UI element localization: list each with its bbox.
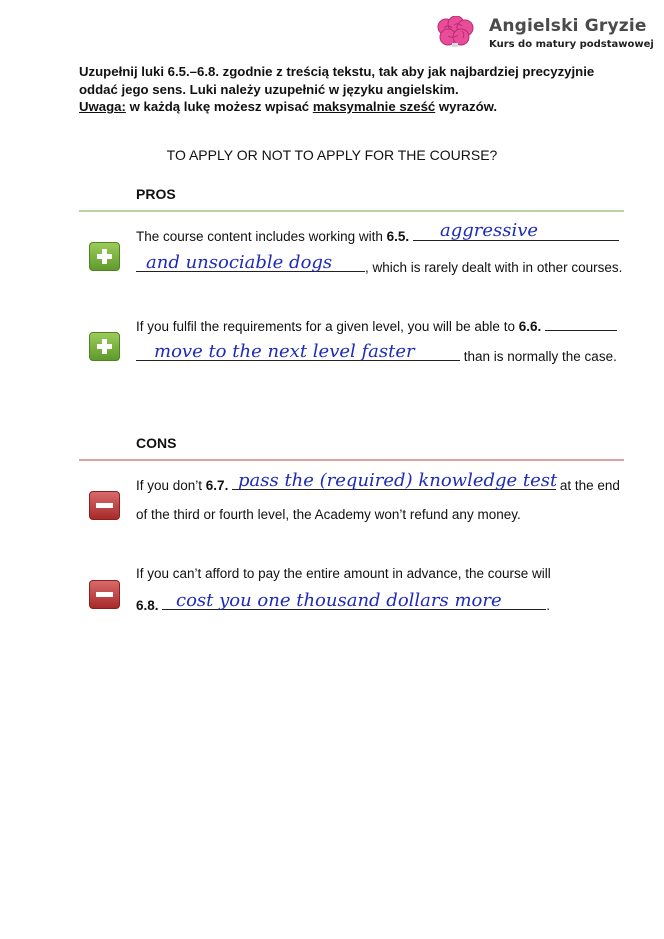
logo-subtitle: Kurs do matury podstawowej [489, 39, 654, 50]
cons-item-1-number: 6.7. [205, 478, 229, 493]
cons-heading: CONS [136, 435, 177, 451]
brain-logo-icon [436, 16, 474, 48]
minus-icon [89, 580, 120, 609]
pros-divider [79, 210, 624, 212]
instruction-note [79, 98, 639, 116]
pros-item-2-line-1 [136, 317, 617, 334]
answer-6-5-part-2: and unsociable dogs [146, 252, 333, 273]
cons-item-1-after: at the end [556, 478, 620, 493]
cons-item-2-number: 6.8. [136, 598, 159, 613]
cons-item-2-line-1: If you can’t afford to pay the entire amount in advance, the course will [136, 566, 551, 581]
instruction-line-2: oddać jego sens. Luki należy uzupełnić w języku angielskim. [79, 81, 459, 97]
pros-item-1-after: , which is rarely dealt with in other courses. [365, 260, 623, 275]
pros-item-1-before: The course content includes working with [136, 229, 387, 244]
page-title: TO APPLY OR NOT TO APPLY FOR THE COURSE? [166, 147, 498, 163]
logo-title: Angielski Gryzie [489, 16, 647, 36]
pros-item-1-line-1 [136, 227, 619, 244]
note-emphasis: maksymalnie sześć [312, 99, 436, 114]
answer-6-7: pass the (required) knowledge test [238, 470, 558, 491]
plus-icon [89, 242, 120, 271]
note-text-a: w każdą lukę możesz wpisać [125, 99, 313, 114]
pros-item-2-number: 6.6. [518, 319, 542, 334]
cons-item-2-after: . [546, 598, 551, 613]
cons-item-1-before: If you don’t [136, 478, 206, 493]
pros-heading: PROS [136, 186, 176, 202]
minus-icon [89, 491, 120, 520]
gap-6-6-line-1[interactable] [545, 317, 617, 331]
note-text-b: wyrazów. [435, 99, 498, 114]
task-instructions [79, 63, 639, 116]
pros-item-2-before: If you fulfil the requirements for a given level, you will be able to [136, 319, 519, 334]
pros-item-1-number: 6.5. [386, 229, 410, 244]
pros-item-2-after: than is normally the case. [460, 349, 617, 364]
note-label: Uwaga: [79, 99, 126, 114]
cons-divider [79, 459, 624, 461]
answer-6-6: move to the next level faster [154, 341, 415, 362]
plus-icon [89, 332, 120, 361]
answer-6-5-part-1: aggressive [440, 220, 539, 241]
instruction-line-1: Uzupełnij luki 6.5.–6.8. zgodnie z treścią tekstu, tak aby jak najbardziej precyzyjnie [79, 64, 595, 79]
cons-item-1-line-2: of the third or fourth level, the Academy won’t refund any money. [136, 507, 521, 522]
answer-6-8: cost you one thousand dollars more [176, 590, 502, 611]
